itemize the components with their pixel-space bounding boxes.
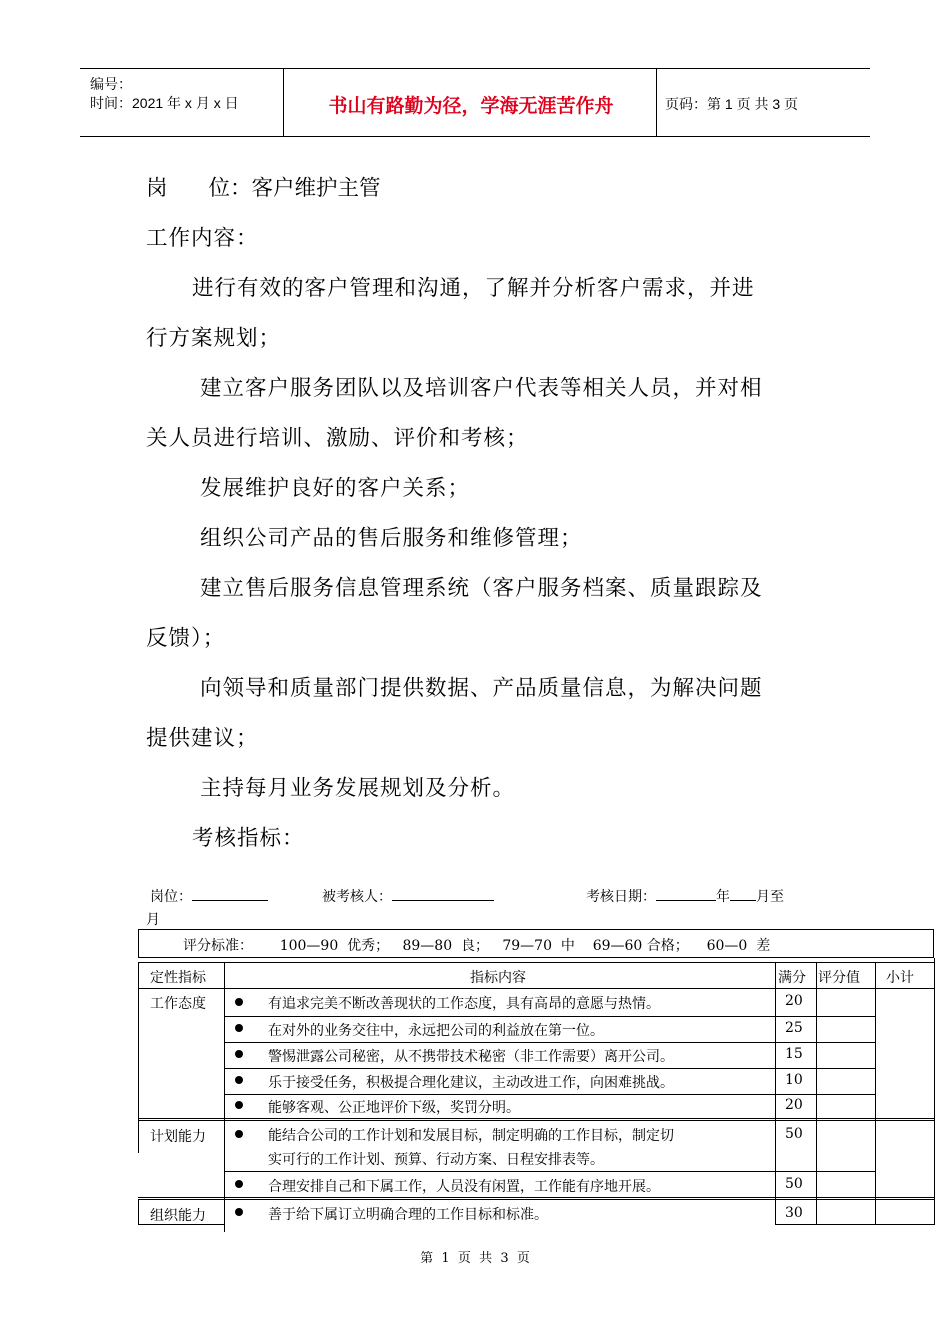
bullet-icon <box>235 1076 243 1084</box>
paragraph-5-line-1: 建立售后服务信息管理系统（客户服务档案、质量跟踪及 <box>200 576 763 601</box>
bullet-icon <box>235 1208 243 1216</box>
table-row-content: 善于给下属订立明确合理的工作目标和标准。 <box>268 1207 548 1223</box>
paragraph-7: 主持每月业务发展规划及分析。 <box>200 776 516 801</box>
table-row-content: 能够客观、公正地评价下级，奖罚分明。 <box>268 1100 520 1116</box>
kpi-title: 考核指标： <box>192 826 305 851</box>
category-organizing: 组织能力 <box>150 1208 206 1224</box>
year-blank[interactable] <box>656 886 716 901</box>
month-blank[interactable] <box>730 886 756 901</box>
paragraph-6-line-2: 提供建议； <box>146 726 259 751</box>
table-border <box>138 1120 935 1121</box>
table-border <box>224 963 225 1232</box>
table-row-score: 50 <box>785 1126 803 1142</box>
category-attitude: 工作态度 <box>150 996 206 1012</box>
header-rating: 评分值 <box>818 970 860 986</box>
table-border <box>224 1016 876 1017</box>
table-border <box>934 958 935 1225</box>
post-blank[interactable] <box>192 886 268 901</box>
table-row-content: 在对外的业务交往中，永远把公司的利益放在第一位。 <box>268 1023 604 1039</box>
table-row-score: 50 <box>785 1176 803 1192</box>
table-border <box>224 1094 876 1095</box>
assessee-blank[interactable] <box>392 886 494 901</box>
header-subtotal: 小计 <box>886 970 914 986</box>
form-date: 考核日期： 年 月至 <box>586 886 784 906</box>
paragraph-2-line-1: 建立客户服务团队以及培训客户代表等相关人员，并对相 <box>200 376 763 401</box>
position-line: 岗 位：客户维护主管 <box>146 176 381 201</box>
table-row-content: 能结合公司的工作计划和发展目标，制定明确的工作目标，制定切 <box>268 1128 674 1144</box>
category-planning: 计划能力 <box>150 1129 206 1145</box>
number-label: 编号： <box>90 76 132 92</box>
table-row-score: 25 <box>785 1020 803 1036</box>
form-post: 岗位： <box>150 886 268 906</box>
table-row-score: 15 <box>785 1046 803 1062</box>
bullet-icon <box>235 1130 243 1138</box>
paragraph-4: 组织公司产品的售后服务和维修管理； <box>200 526 583 551</box>
header-category: 定性指标 <box>150 970 206 986</box>
bullet-icon <box>235 998 243 1006</box>
page-footer: 第 1 页 共 3 页 <box>420 1251 530 1266</box>
paragraph-5-line-2: 反馈）； <box>146 626 226 651</box>
form-assessee: 被考核人： <box>322 886 494 906</box>
header-content: 指标内容 <box>470 970 526 986</box>
table-row-score: 20 <box>785 1097 803 1113</box>
table-border <box>224 1171 876 1172</box>
table-row-content: 警惕泄露公司秘密，从不携带技术秘密（非工作需要）离开公司。 <box>268 1049 674 1065</box>
table-border <box>138 962 935 963</box>
paragraph-6-line-1: 向领导和质量部门提供数据、产品质量信息，为解决问题 <box>200 676 763 701</box>
bullet-icon <box>235 1024 243 1032</box>
paragraph-1-line-1: 进行有效的客户管理和沟通，了解并分析客户需求，并进 <box>192 276 755 301</box>
time-label: 时间：2021 年 x 月 x 日 <box>90 95 239 111</box>
page-indicator: 页码：第 1 页 共 3 页 <box>665 96 799 112</box>
page-header <box>80 68 870 137</box>
work-title: 工作内容： <box>146 226 259 251</box>
header-full-score: 满分 <box>778 970 806 986</box>
bullet-icon <box>235 1101 243 1109</box>
table-row-score: 20 <box>785 993 803 1009</box>
table-row-content-cont: 实可行的工作计划、预算、行动方案、日程安排表等。 <box>268 1152 604 1168</box>
table-row-content: 合理安排自己和下属工作，人员没有闲置，工作能有序地开展。 <box>268 1179 660 1195</box>
table-border <box>775 1224 935 1225</box>
table-border <box>138 1197 935 1198</box>
table-border <box>224 1042 876 1043</box>
table-row-content: 有追求完美不断改善现状的工作态度，具有高昂的意愿与热情。 <box>268 996 660 1012</box>
table-border <box>224 1068 876 1069</box>
bullet-icon <box>235 1050 243 1058</box>
table-row-score: 30 <box>785 1205 803 1221</box>
table-row-content: 乐于接受任务，积极提合理化建议，主动改进工作，向困难挑战。 <box>268 1075 674 1091</box>
table-border <box>138 1199 139 1225</box>
table-border <box>138 963 139 1153</box>
table-row-score: 10 <box>785 1072 803 1088</box>
form-month: 月 <box>146 912 160 928</box>
scoring-standard: 评分标准： 100—90 优秀； 89—80 良； 79—70 中 69—60 合格； 60—0 差 <box>138 929 934 958</box>
doc-meta <box>90 75 239 113</box>
divider <box>656 69 657 136</box>
table-border <box>138 1199 935 1200</box>
table-border <box>138 988 935 989</box>
paragraph-2-line-2: 关人员进行培训、激励、评价和考核； <box>146 426 529 451</box>
bullet-icon <box>235 1180 243 1188</box>
table-border <box>138 1118 935 1119</box>
paragraph-1-line-2: 行方案规划； <box>146 326 282 351</box>
motto: 书山有路勤为径，学海无涯苦作舟 <box>328 95 614 117</box>
paragraph-3: 发展维护良好的客户关系； <box>200 476 471 501</box>
